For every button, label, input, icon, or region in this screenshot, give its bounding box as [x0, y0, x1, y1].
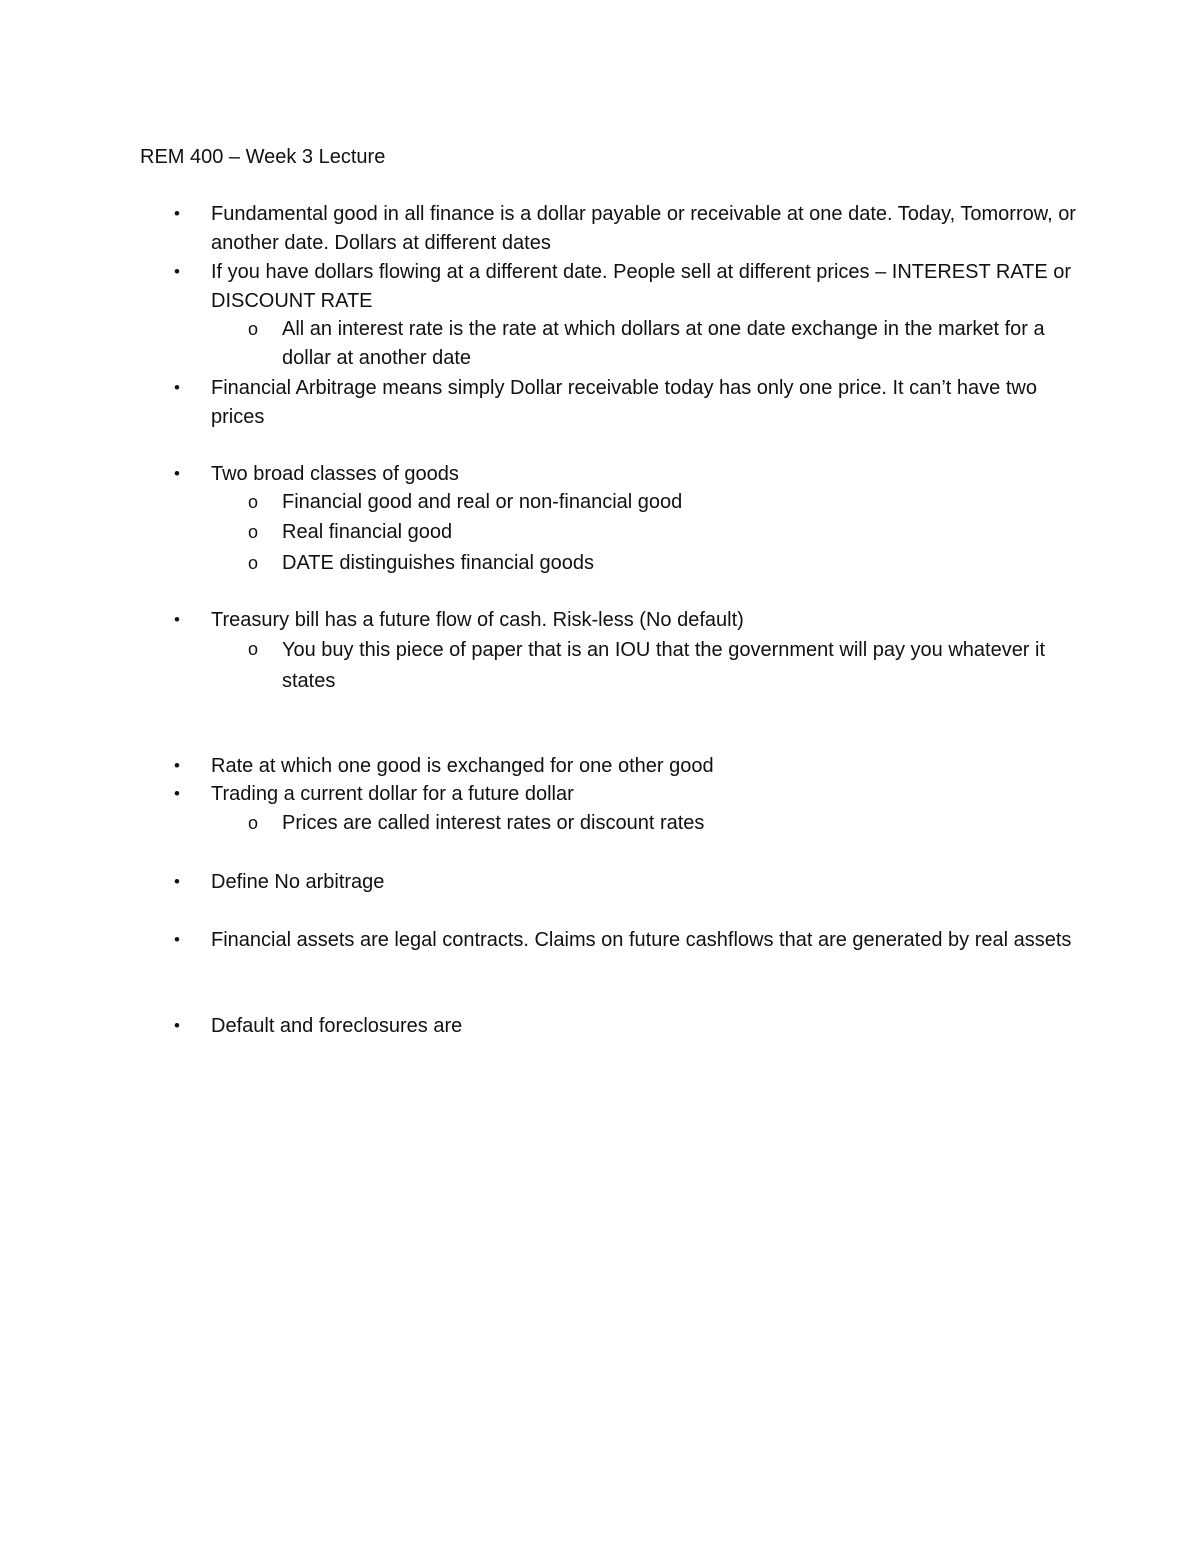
- sub-list-item: [248, 809, 1082, 838]
- list-item: [174, 200, 1081, 257]
- sub-bullet-marker: o: [248, 813, 259, 833]
- list-item: [174, 374, 1081, 431]
- bullet-marker: •: [174, 262, 180, 281]
- bullet-marker: •: [174, 756, 180, 775]
- list-item-text: Rate at which one good is exchanged for one other good: [211, 755, 714, 777]
- bullet-marker: •: [174, 204, 180, 223]
- sub-list-item: [248, 315, 1082, 372]
- sub-list-item: [248, 488, 1082, 517]
- list-item-text: Prices are called interest rates or discount rates: [282, 812, 705, 834]
- sub-bullet-marker: o: [248, 553, 259, 573]
- list-item-text: All an interest rate is the rate at which dollars at one date exchange in the market for a dollar at another date: [282, 318, 1045, 369]
- list-item-text: Financial good and real or non-financial good: [282, 491, 683, 513]
- sub-bullet-marker: o: [248, 319, 259, 339]
- list-item: [174, 868, 1081, 897]
- list-item: [174, 460, 1081, 489]
- list-item: [174, 780, 1081, 809]
- sub-bullet-marker: o: [248, 639, 259, 659]
- list-item: [174, 258, 1081, 315]
- list-item-text: Treasury bill has a future flow of cash. Risk-less (No default): [211, 609, 744, 631]
- bullet-marker: •: [174, 464, 180, 483]
- list-item-text: Real financial good: [282, 521, 453, 543]
- list-item-text: Financial Arbitrage means simply Dollar receivable today has only one price. It can’t have two prices: [211, 377, 1037, 428]
- list-item-text: Fundamental good in all finance is a dollar payable or receivable at one date. Today, Tomorrow, or another date. Dollars at different dates: [211, 203, 1076, 254]
- list-item-text: Two broad classes of goods: [211, 463, 459, 485]
- list-item: [174, 752, 1081, 781]
- bullet-marker: •: [174, 378, 180, 397]
- list-item-text: You buy this piece of paper that is an IOU that the government will pay you whatever it states: [282, 639, 1046, 692]
- bullet-marker: •: [174, 784, 180, 803]
- list-item-text: Trading a current dollar for a future dollar: [211, 783, 574, 805]
- document-title: REM 400 – Week 3 Lecture: [140, 146, 386, 168]
- list-item: [174, 1012, 1081, 1041]
- list-item: [174, 926, 1081, 955]
- sub-bullet-marker: o: [248, 522, 259, 542]
- sub-list-item: [248, 635, 1082, 697]
- list-item-text: Define No arbitrage: [211, 871, 385, 893]
- list-item-text: If you have dollars flowing at a different date. People sell at different prices – INTEREST RATE or DISCOUNT RATE: [211, 261, 1072, 312]
- bullet-marker: •: [174, 610, 180, 629]
- bullet-marker: •: [174, 930, 180, 949]
- list-item-text: Default and foreclosures are: [211, 1015, 463, 1037]
- bullet-marker: •: [174, 1016, 180, 1035]
- list-item-text: DATE distinguishes financial goods: [282, 552, 595, 574]
- sub-list-item: [248, 549, 1082, 578]
- sub-bullet-marker: o: [248, 492, 259, 512]
- list-item-text: Financial assets are legal contracts. Claims on future cashflows that are generated by real assets: [211, 929, 1072, 951]
- bullet-marker: •: [174, 872, 180, 891]
- list-item: [174, 606, 1081, 635]
- sub-list-item: [248, 518, 1082, 547]
